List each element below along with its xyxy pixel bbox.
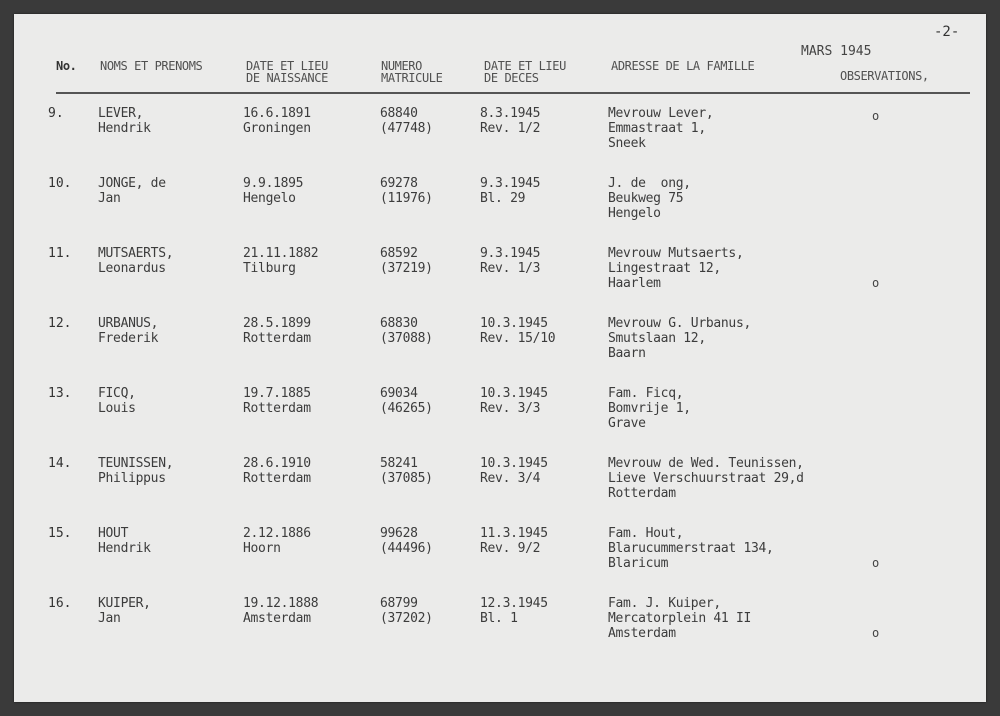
record-address: Mevrouw Lever, Emmastraat 1, Sneek (608, 106, 714, 151)
record-number: 15. (48, 526, 72, 541)
record-death: 10.3.1945 Rev. 3/3 (480, 386, 548, 416)
record-matricule: 99628 (44496) (380, 526, 433, 556)
record-name: MUTSAERTS, Leonardus (98, 246, 174, 276)
header-birth: DATE ET LIEU DE NAISSANCE (246, 59, 328, 85)
record-death: 10.3.1945 Rev. 15/10 (480, 316, 556, 346)
record-address: Mevrouw de Wed. Teunissen, Lieve Verschuurstraat 29,d Rotterdam (608, 456, 804, 501)
record-number: 14. (48, 456, 72, 471)
record-name: URBANUS, Frederik (98, 316, 159, 346)
record-address: J. de ong, Beukweg 75 Hengelo (608, 176, 691, 221)
record-number: 11. (48, 246, 72, 261)
header-observations: OBSERVATIONS, (840, 69, 929, 83)
record-number: 16. (48, 596, 72, 611)
page-number: -2- (934, 24, 960, 40)
record-name: LEVER, Hendrik (98, 106, 151, 136)
record-death: 9.3.1945 Bl. 29 (480, 176, 541, 206)
record-number: 10. (48, 176, 72, 191)
record-birth: 19.12.1888 Amsterdam (243, 596, 319, 626)
header-address: ADRESSE DE LA FAMILLE (611, 59, 755, 73)
record-matricule: 68830 (37088) (380, 316, 433, 346)
month-label: MARS 1945 (801, 44, 872, 59)
record-name: JONGE, de Jan (98, 176, 166, 206)
header-rule (56, 92, 970, 94)
record-matricule: 69034 (46265) (380, 386, 433, 416)
record-name: TEUNISSEN, Philippus (98, 456, 174, 486)
record-birth: 28.5.1899 Rotterdam (243, 316, 311, 346)
record-birth: 28.6.1910 Rotterdam (243, 456, 311, 486)
record-birth: 9.9.1895 Hengelo (243, 176, 304, 206)
record-birth: 19.7.1885 Rotterdam (243, 386, 311, 416)
observation-mark: o (872, 626, 880, 640)
observation-mark: o (872, 109, 880, 123)
record-matricule: 68592 (37219) (380, 246, 433, 276)
record-name: HOUT Hendrik (98, 526, 151, 556)
record-number: 9. (48, 106, 64, 121)
record-death: 8.3.1945 Rev. 1/2 (480, 106, 541, 136)
header-matricule: NUMERO MATRICULE (381, 59, 443, 85)
record-number: 12. (48, 316, 72, 331)
record-address: Mevrouw Mutsaerts, Lingestraat 12, Haarlem (608, 246, 744, 291)
record-number: 13. (48, 386, 72, 401)
record-birth: 2.12.1886 Hoorn (243, 526, 311, 556)
document-page (14, 14, 986, 702)
record-matricule: 68799 (37202) (380, 596, 433, 626)
record-birth: 16.6.1891 Groningen (243, 106, 311, 136)
record-address: Mevrouw G. Urbanus, Smutslaan 12, Baarn (608, 316, 752, 361)
record-death: 10.3.1945 Rev. 3/4 (480, 456, 548, 486)
observation-mark: o (872, 276, 880, 290)
header-names: NOMS ET PRENOMS (100, 59, 203, 73)
record-name: FICQ, Louis (98, 386, 136, 416)
record-matricule: 68840 (47748) (380, 106, 433, 136)
header-no: No. (56, 59, 77, 73)
record-address: Fam. Hout, Blarucummerstraat 134, Blaricum (608, 526, 774, 571)
record-death: 11.3.1945 Rev. 9/2 (480, 526, 548, 556)
record-address: Fam. J. Kuiper, Mercatorplein 41 II Amsterdam (608, 596, 752, 641)
record-birth: 21.11.1882 Tilburg (243, 246, 319, 276)
header-death: DATE ET LIEU DE DECES (484, 59, 566, 85)
record-death: 9.3.1945 Rev. 1/3 (480, 246, 541, 276)
record-matricule: 58241 (37085) (380, 456, 433, 486)
record-address: Fam. Ficq, Bomvrije 1, Grave (608, 386, 691, 431)
record-name: KUIPER, Jan (98, 596, 151, 626)
observation-mark: o (872, 556, 880, 570)
record-matricule: 69278 (11976) (380, 176, 433, 206)
record-death: 12.3.1945 Bl. 1 (480, 596, 548, 626)
